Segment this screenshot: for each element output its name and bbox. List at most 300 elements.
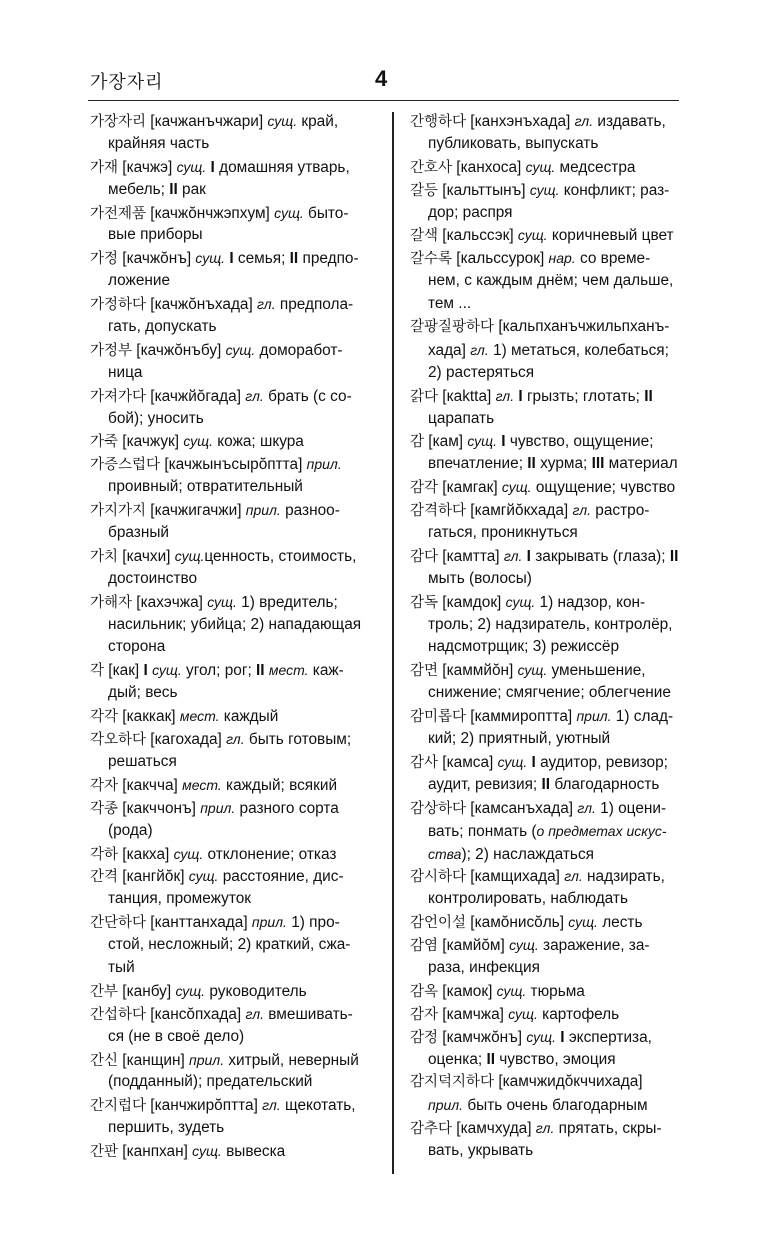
entry-text: сторона (108, 638, 166, 656)
entry-headline (90, 774, 383, 797)
entry-headline (410, 911, 694, 934)
grammar-label: мест. (268, 662, 309, 679)
entry-text: стой, несложный; 2) краткий, сжа- (108, 936, 351, 954)
entry-text: надсмотрщик; 3) режиссёр (428, 638, 619, 656)
headword: 감면 (410, 663, 439, 680)
right-column (410, 110, 694, 1163)
entry-text: [каktta] (438, 387, 496, 405)
headword: 각 (90, 663, 105, 680)
grammar-label: сущ. (173, 845, 204, 862)
entry-text: [качжйŏгада] (146, 387, 246, 405)
entry-text: 1) метаться, колебаться; (488, 341, 669, 359)
headword: 갈수록 (410, 251, 453, 268)
entry-text: разного сорта (235, 799, 339, 817)
headword: 각종 (90, 800, 119, 817)
entry-text: достоинство (108, 569, 198, 587)
entry-headline (410, 751, 694, 774)
entry-text: [канчжирŏптта] (146, 1097, 263, 1115)
headword: 가정부 (90, 342, 133, 359)
entry-continuation (410, 728, 694, 751)
headword: 가지가지 (90, 503, 147, 520)
headword: 감각 (410, 480, 439, 497)
grammar-label: сущ. (467, 433, 497, 450)
headword: 감다 (410, 548, 439, 565)
entry-text: брать (с со- (263, 387, 352, 405)
entry-continuation (90, 476, 383, 499)
entry-text: предпо- (298, 250, 359, 268)
entry-continuation (90, 179, 383, 202)
headword: 간부 (90, 983, 119, 1000)
entry-continuation (410, 133, 694, 156)
entry-text: вые приборы (108, 226, 203, 244)
entry-text: [камок] (438, 982, 497, 1000)
entry-text: предпола- (275, 296, 354, 314)
entry-text: уменьшение, (547, 662, 646, 680)
entry-text: [качхи] (118, 547, 175, 565)
entry-text: ся (не в своё дело) (108, 1027, 245, 1045)
headword: 감언이설 (410, 915, 467, 932)
sense-numeral: I (501, 433, 506, 451)
entry-headline (90, 453, 383, 476)
column-divider (392, 112, 394, 1174)
entry-headline (90, 430, 383, 453)
headword: 감옥 (410, 983, 439, 1000)
grammar-label: нар. (548, 250, 576, 267)
entry-headline (90, 797, 383, 820)
entry-continuation (90, 1026, 383, 1049)
entry-text: [какччонъ] (118, 799, 201, 817)
grammar-label: гл. (564, 868, 583, 885)
entry-text: проивный; отвратительный (108, 478, 303, 496)
entry-text: закрывать (глаза); (530, 547, 670, 565)
grammar-label: сущ. (274, 204, 304, 221)
headword: 가재 (90, 159, 119, 176)
headword: 갈팡질팡하다 (410, 319, 495, 336)
entry-text: насильник; убийца; 2) нападающая (108, 615, 362, 633)
entry-headline (90, 1049, 383, 1072)
entry-text: тый (108, 958, 135, 976)
entry-continuation (410, 522, 694, 545)
entry-text: нем, с каждым днём; чем дальше, (428, 272, 674, 290)
sense-numeral: III (591, 455, 605, 473)
headword: 간호사 (410, 159, 453, 176)
headword: 각하 (90, 846, 119, 863)
grammar-label: прил. (200, 799, 236, 816)
headword: 갉다 (410, 388, 439, 405)
entry-text: дор; распря (428, 203, 513, 221)
entry-text: [камŏнисŏль] (466, 914, 569, 932)
entry-text: [камчжа] (438, 1005, 509, 1023)
entry-text: впечатление; (428, 455, 528, 473)
grammar-label: сущ. (175, 982, 206, 999)
entry-text: бой); уносить (108, 409, 204, 427)
entry-text: экспертиза, (564, 1028, 652, 1046)
headword: 감사 (410, 754, 439, 771)
entry-headline (410, 705, 694, 728)
entry-text: [канттанхада] (146, 914, 252, 932)
entry-text: [кангйŏк] (118, 868, 189, 886)
entry-text: [камчхуда] (452, 1120, 536, 1138)
headword: 감추다 (410, 1121, 453, 1138)
sense-numeral: I (210, 158, 215, 176)
headword: 감상하다 (410, 800, 467, 817)
entry-text: (рода) (108, 821, 153, 839)
entry-text: кий; 2) приятный, уютный (428, 730, 611, 748)
headword: 간판 (90, 1144, 119, 1161)
entry-text: конфликт; раз- (559, 181, 670, 199)
entry-text: растро- (591, 502, 650, 520)
entry-headline (410, 934, 694, 957)
entry-continuation (410, 636, 694, 659)
entry-continuation (90, 224, 383, 247)
entry-text: домашняя утварь, (214, 158, 350, 176)
entry-text: публиковать, выпускать (428, 134, 599, 152)
sense-numeral: II (541, 775, 551, 793)
headword: 간단하다 (90, 915, 147, 932)
entry-text: [кальссурок] (452, 250, 549, 268)
headword: 갈색 (410, 228, 439, 245)
grammar-label: сущ. (176, 158, 207, 175)
grammar-label: гл. (470, 341, 489, 358)
entry-text: аудитор, ревизор; (535, 753, 668, 771)
headword: 감자 (410, 1006, 439, 1023)
entry-text: бразный (108, 524, 169, 542)
entry-text: мыть (волосы) (428, 569, 532, 587)
grammar-label: ства (428, 845, 462, 862)
entry-continuation (410, 362, 694, 385)
headword: 감독 (410, 594, 439, 611)
grammar-label: гл. (262, 1097, 281, 1114)
headword: 간섭하다 (90, 1006, 147, 1023)
entry-text: мебель; (108, 180, 170, 198)
entry-continuation (90, 636, 383, 659)
grammar-label: о предметах искус- (536, 822, 667, 839)
headword: 가정하다 (90, 297, 147, 314)
grammar-label: сущ. (192, 1143, 222, 1160)
entry-headline (410, 980, 694, 1003)
headword: 가해자 (90, 594, 133, 611)
entry-text: [камгак] (438, 479, 502, 497)
sense-numeral: II (527, 455, 536, 473)
sense-numeral: I (560, 1028, 565, 1046)
entry-text: [камщихада] (466, 868, 565, 886)
entry-continuation (90, 1117, 383, 1140)
entry-text: отклонение; отказ (203, 845, 337, 863)
headword: 가죽 (90, 434, 119, 451)
entry-headline (90, 385, 383, 408)
entry-text: троль; 2) надзиратель, контролёр, (428, 615, 673, 633)
sense-numeral: II (256, 662, 265, 680)
entry-continuation (410, 682, 694, 705)
grammar-label: гл. (245, 387, 264, 404)
grammar-label: сущ. (188, 868, 219, 885)
entry-headline (90, 247, 383, 270)
headword: 각각 (90, 709, 119, 726)
entry-text: [кансŏпхада] (146, 1005, 246, 1023)
grammar-label: гл. (577, 799, 596, 816)
entry-text: 1) оцени- (595, 799, 667, 817)
sense-numeral: II (486, 1050, 496, 1068)
grammar-label: сущ. (525, 158, 556, 175)
grammar-label: гл. (257, 296, 276, 313)
entry-text: [качжŏнчжэпхум] (146, 204, 275, 222)
entry-continuation (90, 957, 383, 980)
entry-text: [камса] (438, 753, 498, 771)
grammar-label: сущ. (174, 547, 205, 564)
grammar-label: прил. (428, 1097, 464, 1114)
entry-headline (410, 156, 694, 179)
grammar-label: сущ. (183, 433, 213, 450)
entry-headline (90, 591, 383, 614)
entry-headline (90, 728, 383, 751)
headword: 각오하다 (90, 732, 147, 749)
entry-text: [качжŏнъ] (118, 250, 196, 268)
headword: 가증스럽다 (90, 457, 161, 474)
entry-text: тем ... (428, 295, 472, 313)
entry-continuation (90, 270, 383, 293)
headword: 감염 (410, 938, 439, 955)
entry-continuation (410, 568, 694, 591)
entry-headline (410, 1071, 694, 1094)
grammar-label: мест. (179, 708, 220, 725)
entry-text: ощущение; чувство (531, 479, 676, 497)
entry-headline (410, 430, 694, 453)
entry-text: 1) про- (286, 914, 340, 932)
entry-text: прятать, скры- (554, 1120, 662, 1138)
sense-numeral: I (229, 250, 234, 268)
grammar-label: сущ. (267, 113, 298, 129)
entry-headline (90, 339, 383, 362)
entry-text: [камсанъхада] (466, 799, 578, 817)
entry-text: крайняя часть (108, 134, 210, 152)
entry-text: [качжŏнъбу] (132, 341, 226, 359)
entry-text: [канхоса] (452, 158, 526, 176)
entry-text: [каккак] (118, 708, 180, 726)
entry-continuation (90, 1071, 383, 1094)
sense-numeral: I (526, 547, 531, 565)
entry-continuation (90, 362, 383, 385)
entry-text: аудит, ревизия; (428, 775, 542, 793)
grammar-label: сущ. (517, 662, 548, 679)
entry-headline (410, 316, 694, 339)
entry-text: [кагохада] (146, 731, 227, 749)
entry-continuation (410, 1140, 694, 1163)
entry-text: [какчча] (118, 776, 183, 794)
entry-headline (410, 545, 694, 568)
entry-text: кожа; шкура (213, 433, 304, 451)
entry-continuation (90, 568, 383, 591)
left-column (90, 110, 383, 1163)
grammar-label: сущ. (225, 341, 256, 358)
grammar-label: гл. (495, 387, 515, 404)
entry-text: каждый (219, 708, 279, 726)
entry-continuation (410, 774, 694, 797)
entry-headline (90, 865, 383, 888)
entry-text: оценка; (428, 1050, 487, 1068)
entry-headline (90, 545, 383, 568)
entry-headline (410, 476, 694, 499)
entry-text: першить, зудеть (108, 1119, 225, 1137)
grammar-label: сущ. (195, 250, 226, 267)
entry-continuation (90, 934, 383, 957)
entry-text: со време- (575, 250, 651, 268)
entry-text: решаться (108, 752, 177, 770)
entry-text: вмешивать- (264, 1005, 353, 1023)
entry-continuation (410, 1049, 694, 1072)
entry-text: медсестра (555, 158, 636, 176)
entry-continuation (410, 820, 694, 843)
entry-text: 2) растеряться (428, 363, 535, 381)
entry-headline (410, 247, 694, 270)
sense-numeral: II (669, 547, 679, 565)
sense-numeral: II (644, 387, 653, 405)
headword: 간행하다 (410, 114, 467, 130)
entry-text: чувство, ощущение; (505, 433, 654, 451)
entry-text: [камйŏм] (438, 937, 510, 955)
entry-text: [качжэ] (118, 158, 177, 176)
entry-text: грызть; глотать; (522, 387, 645, 405)
grammar-label: прил. (251, 914, 287, 931)
grammar-label: сущ. (496, 982, 527, 999)
entry-continuation (90, 751, 383, 774)
entry-continuation (410, 1094, 694, 1117)
entry-headline (410, 110, 694, 133)
entry-headline (90, 911, 383, 934)
headword: 가치 (90, 548, 119, 565)
entry-continuation (410, 614, 694, 637)
grammar-label: прил. (245, 502, 281, 519)
entry-headline (410, 385, 694, 408)
entry-text: 1) надзор, кон- (535, 593, 646, 611)
grammar-label: сущ. (517, 227, 548, 244)
entry-headline (90, 705, 383, 728)
headword: 감격하다 (410, 503, 467, 520)
headword: 각자 (90, 777, 119, 794)
sense-numeral: I (143, 662, 148, 680)
entry-text: каж- (308, 662, 344, 680)
grammar-label: сущ. (152, 662, 182, 679)
entry-headline (90, 202, 383, 225)
entry-text: [камтта] (438, 547, 504, 565)
entry-text: дый; весь (108, 684, 178, 702)
header-rule (88, 100, 679, 101)
entry-continuation (90, 888, 383, 911)
grammar-label: сущ. (505, 593, 536, 610)
entry-continuation (410, 339, 694, 362)
entry-text: [кальттынъ] (438, 181, 530, 199)
grammar-label: сущ. (529, 181, 560, 198)
entry-text: быть очень благодарным (463, 1097, 648, 1115)
entry-text: [каммироптта] (466, 708, 577, 726)
grammar-label: гл. (503, 547, 523, 564)
entry-text: [качжук] (118, 433, 184, 451)
grammar-label: гл. (226, 731, 245, 748)
entry-continuation (90, 522, 383, 545)
entry-text: контролировать, наблюдать (428, 890, 628, 908)
entry-text: [качжынъсырŏптта] (160, 456, 307, 474)
entry-text: надзирать, (582, 868, 665, 886)
entry-headline (410, 865, 694, 888)
grammar-label: сущ. (509, 937, 539, 954)
entry-text: ); 2) наслаждаться (461, 845, 594, 863)
entry-text: [кахэчжа] (132, 593, 208, 611)
entry-continuation (410, 408, 694, 431)
entry-text: семья; (233, 250, 290, 268)
headword: 가장자리 (90, 114, 147, 130)
grammar-label: прил. (189, 1051, 225, 1068)
entry-text: 1) слад- (611, 708, 674, 726)
entry-text: [канбу] (118, 982, 176, 1000)
grammar-label: сущ. (207, 593, 237, 610)
grammar-label: гл. (535, 1120, 555, 1137)
entry-headline (90, 843, 383, 866)
headword: 간격 (90, 869, 119, 886)
entry-text: раза, инфекция (428, 958, 540, 976)
entry-text: рак (177, 180, 206, 198)
entry-continuation (410, 888, 694, 911)
entry-continuation (410, 293, 694, 316)
entry-text: ница (108, 363, 143, 381)
sense-numeral: II (289, 250, 299, 268)
entry-text: быто- (303, 204, 349, 222)
headword: 감시하다 (410, 869, 467, 886)
grammar-label: сущ. (568, 914, 598, 931)
grammar-label: сущ. (526, 1028, 556, 1045)
grammar-label: гл. (572, 502, 592, 519)
running-head-word: 가장자리 (90, 72, 164, 92)
entry-text: вать, укрывать (428, 1142, 534, 1160)
grammar-label: прил. (576, 708, 612, 725)
sense-numeral: I (518, 387, 523, 405)
entry-text: [камгйŏкхада] (466, 502, 573, 520)
entry-text: коричневый цвет (547, 227, 674, 245)
entry-text: край, (297, 113, 339, 130)
entry-headline (90, 293, 383, 316)
entry-headline (90, 499, 383, 522)
entry-continuation (90, 682, 383, 705)
grammar-label: гл. (245, 1005, 265, 1022)
headword: 간지럽다 (90, 1098, 147, 1115)
entry-text: [камдок] (438, 593, 506, 611)
entry-headline (410, 1003, 694, 1026)
entry-headline (90, 110, 383, 133)
entry-headline (90, 1094, 383, 1117)
entry-headline (410, 1026, 694, 1049)
entry-text: издавать, (593, 113, 666, 130)
entry-headline (410, 797, 694, 820)
entry-text: чувство, эмоция (495, 1050, 616, 1068)
headword: 가정 (90, 251, 119, 268)
entry-headline (410, 499, 694, 522)
entry-text: [канпхан] (118, 1143, 193, 1161)
entry-text: [качжигачжи] (146, 502, 246, 520)
entry-text: заражение, за- (538, 937, 650, 955)
entry-text: угол; рог; (181, 662, 257, 680)
entry-text: 1) вредитель; (236, 593, 338, 611)
entry-continuation (90, 133, 383, 156)
headword: 감 (410, 434, 425, 451)
entry-text: ценность, стоимость, (204, 547, 357, 565)
entry-text: (подданный); предательский (108, 1073, 313, 1091)
entry-text: картофель (537, 1005, 620, 1023)
entry-text: быть готовым; (244, 731, 352, 749)
entry-text: ложение (108, 272, 171, 290)
entry-text: доморабот- (255, 341, 343, 359)
entry-text: [камчжидŏкччихада] (494, 1073, 643, 1091)
entry-text: [кальссэк] (438, 227, 518, 245)
entry-text: благодарность (550, 775, 660, 793)
entry-headline (410, 179, 694, 202)
